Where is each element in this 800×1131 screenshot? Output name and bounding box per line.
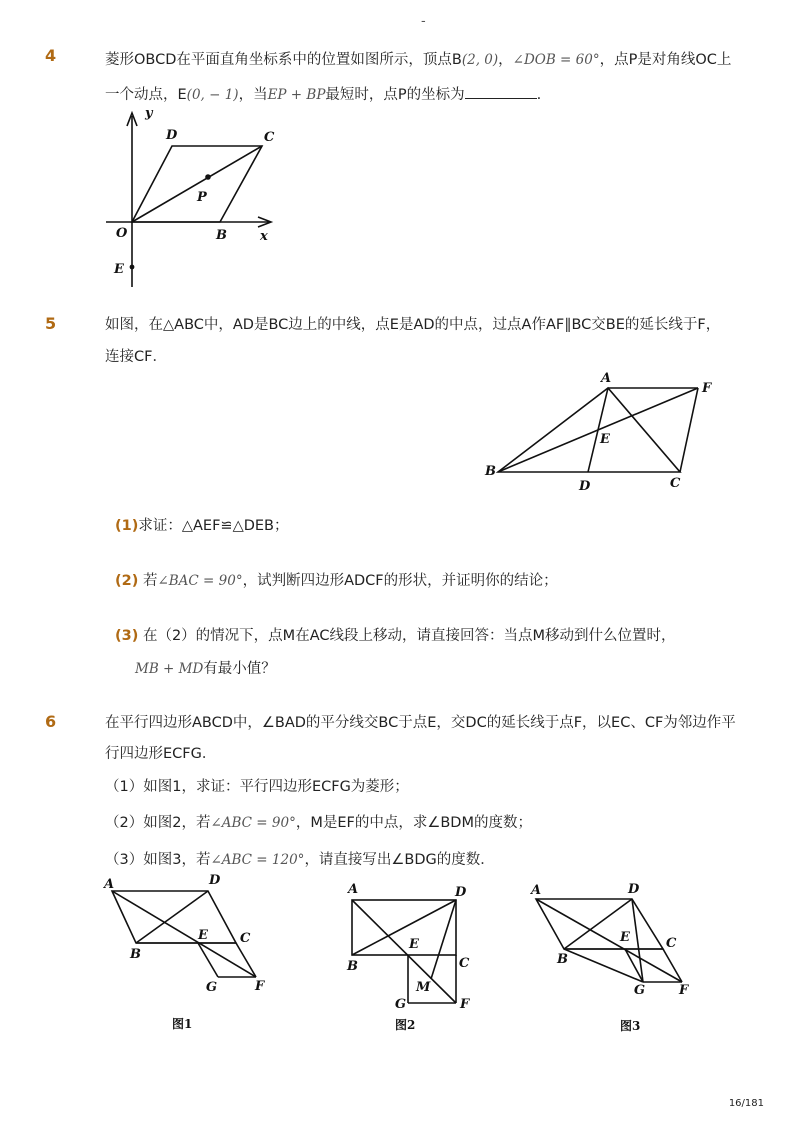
sub-number: (2) — [115, 573, 139, 589]
caption-figure-3: 图3 — [620, 1019, 641, 1033]
q4-text: . — [536, 87, 542, 103]
segment-dg — [632, 899, 643, 982]
label-d: D — [628, 882, 640, 897]
sub-text: 有最小值？ — [203, 661, 276, 677]
label-c: C — [459, 956, 470, 971]
q4-text: ，点P是对角线OC上 — [599, 52, 732, 68]
sub-text: 在（2）的情况下，点M在AC线段上移动，请直接回答：当点M移动到什么位置时， — [142, 628, 676, 644]
parallelogram-abcd — [536, 899, 663, 949]
q4-point-b: (2, 0) — [461, 52, 499, 68]
q4-text: 一个动点，E — [105, 87, 187, 103]
page-number: 16/181 — [728, 1098, 764, 1109]
q4-text: ， — [498, 52, 513, 68]
label-g: G — [395, 997, 407, 1012]
sub-text: ，试判断四边形ADCF的形状，并证明你的结论； — [242, 573, 558, 589]
sub-text: 若 — [142, 573, 158, 589]
q4-text: 最短时，点P的坐标为 — [325, 87, 465, 103]
question-6-line-2: 行四边形ECFG． — [105, 746, 217, 762]
label-b: B — [557, 952, 568, 967]
question-5-number: 5 — [45, 314, 57, 333]
label-e: E — [620, 930, 630, 945]
question-6-line-1: 在平行四边形ABCD中，∠BAD的平分线交BC于点E，交DC的延长线于点F，以EC、CF为邻边作平 — [105, 715, 736, 731]
sub-math: MB + MD — [135, 661, 204, 677]
label-f: F — [255, 979, 265, 994]
caption-figure-2: 图2 — [395, 1018, 416, 1032]
sub-text: 求证：△AEF≌△DEB； — [138, 518, 289, 534]
caption-figure-1: 图1 — [172, 1017, 193, 1031]
part-math: ∠ABC = 120° — [210, 852, 305, 868]
top-mark: - — [421, 14, 426, 29]
question-5-line-1: 如图，在△ABC中，AD是BC边上的中线，点E是AD的中点，过点A作AF∥BC交BE的延长线于F， — [105, 317, 721, 333]
label-a: A — [104, 877, 115, 892]
label-e: E — [114, 262, 124, 277]
part-text: ，请直接写出∠BDG的度数． — [304, 852, 495, 868]
label-e: E — [198, 928, 208, 943]
label-e: E — [409, 937, 419, 952]
sub-number: (1) — [115, 518, 139, 534]
question-6-part-1: （1）如图1，求证：平行四边形ECFG为菱形； — [105, 779, 409, 795]
label-e: E — [600, 432, 610, 447]
label-g: G — [206, 980, 218, 995]
bisector-af — [536, 899, 682, 982]
label-d: D — [209, 873, 221, 888]
label-a: A — [348, 882, 359, 897]
label-b: B — [347, 959, 358, 974]
q4-angle: ∠DOB = 60° — [512, 52, 600, 68]
q4-expression: EP + BP — [267, 87, 326, 103]
q4-text: 菱形OBCD在平面直角坐标系中的位置如图所示，顶点B — [105, 52, 462, 68]
sub-math: ∠BAC = 90° — [157, 573, 243, 589]
question-5-line-2: 连接CF． — [105, 349, 167, 365]
q4-text: ，当 — [238, 87, 268, 103]
part-text: ，M是EF的中点，求∠BDM的度数； — [295, 815, 532, 831]
label-y: y — [145, 106, 153, 121]
label-b: B — [485, 464, 496, 479]
part-text: （2）如图2，若 — [105, 815, 211, 831]
label-g: G — [634, 983, 646, 998]
part-text: （3）如图3，若 — [105, 852, 211, 868]
label-p: P — [197, 190, 207, 205]
part-math: ∠ABC = 90° — [210, 815, 296, 831]
label-f: F — [679, 983, 689, 998]
label-d: D — [579, 479, 591, 494]
label-a: A — [531, 883, 542, 898]
label-c: C — [264, 130, 275, 145]
label-f: F — [702, 381, 712, 396]
label-m: M — [416, 980, 431, 995]
label-x: x — [260, 229, 268, 244]
label-b: B — [130, 947, 141, 962]
sub-number: (3) — [115, 628, 139, 644]
label-o: O — [116, 226, 128, 241]
label-a: A — [601, 371, 612, 386]
label-c: C — [670, 476, 681, 491]
label-c: C — [240, 931, 251, 946]
label-b: B — [216, 228, 227, 243]
label-f: F — [460, 997, 470, 1012]
question-4-number: 4 — [45, 46, 57, 65]
q4-point-e: (0, − 1) — [186, 87, 239, 103]
label-c: C — [666, 936, 677, 951]
question-6-number: 6 — [45, 712, 57, 731]
label-d: D — [455, 885, 467, 900]
label-d: D — [166, 128, 178, 143]
